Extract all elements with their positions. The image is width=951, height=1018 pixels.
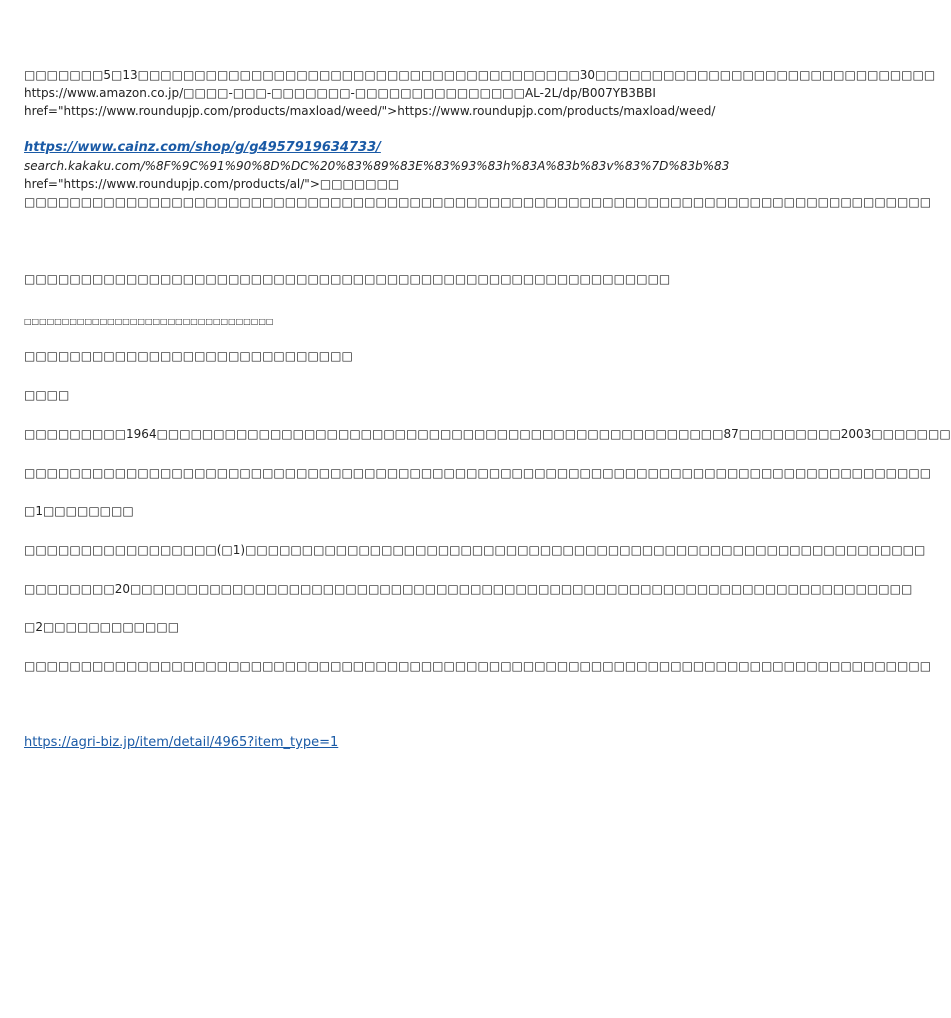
paragraph-line-8: □□□□□□□□20□□□□□□□□□□□□□□□□□□□□□□□□□□□□□□□□□□□□□□□□□□□□□□□□□□□□□□□□□□□□□□□□□□□□□ — [24, 582, 913, 596]
amazon-url-text: https://www.amazon.co.jp/□□□□-□□□-□□□□□□□-□□□□□□□□□□□□□□□AL-2L/dp/B007YB3BBI — [24, 86, 656, 100]
small-note-line: □□□□□□□□□□□□□□□□□□□□□□□□□□□□□□□□□ — [24, 317, 274, 326]
subheading-2: □2□□□□□□□□□□□□ — [24, 620, 180, 634]
roundup-al-href: href="https://www.roundupjp.com/products/al/">□□□□□□□ — [24, 177, 400, 191]
paragraph-line-1: □□□□□□□5□13□□□□□□□□□□□□□□□□□□□□□□□□□□□□□□□□□□□□□□□30□□□□□□□□□□□□□□□□□□□□□□□□□□□□□□ — [24, 68, 936, 82]
section-heading: □□□□ — [24, 388, 70, 402]
paragraph-line-4: □□□□□□□□□□□□□□□□□□□□□□□□□□□□□ — [24, 349, 353, 363]
paragraph-line-7: □□□□□□□□□□□□□□□□□(□1)□□□□□□□□□□□□□□□□□□□□□□□□□□□□□□□□□□□□□□□□□□□□□□□□□□□□□□□□□□□□ — [24, 543, 926, 557]
agri-biz-link[interactable]: https://agri-biz.jp/item/detail/4965?item_type=1 — [24, 735, 339, 750]
paragraph-line-3: □□□□□□□□□□□□□□□□□□□□□□□□□□□□□□□□□□□□□□□□□□□□□□□□□□□□□□□□□ — [24, 272, 671, 286]
paragraph-line-6: □□□□□□□□□□□□□□□□□□□□□□□□□□□□□□□□□□□□□□□□□□□□□□□□□□□□□□□□□□□□□□□□□□□□□□□□□□□□□□□□ — [24, 466, 932, 480]
paragraph-line-2: □□□□□□□□□□□□□□□□□□□□□□□□□□□□□□□□□□□□□□□□□□□□□□□□□□□□□□□□□□□□□□□□□□□□□□□□□□□□□□□□ — [24, 195, 932, 209]
roundup-maxload-href: href="https://www.roundupjp.com/products/maxload/weed/">https://www.roundupjp.com/products/maxload/weed/ — [24, 104, 716, 118]
kakaku-search-url: search.kakaku.com/%8F%9C%91%90%8D%DC%20%83%89%83E%83%93%83h%83A%83b%83v%83%7D%83b%83 — [24, 159, 730, 173]
paragraph-line-5: □□□□□□□□□1964□□□□□□□□□□□□□□□□□□□□□□□□□□□□□□□□□□□□□□□□□□□□□□□□□□87□□□□□□□□□2003□□□□□□□ — [24, 427, 951, 441]
subheading-1: □1□□□□□□□□ — [24, 504, 134, 518]
paragraph-line-9: □□□□□□□□□□□□□□□□□□□□□□□□□□□□□□□□□□□□□□□□□□□□□□□□□□□□□□□□□□□□□□□□□□□□□□□□□□□□□□□□ — [24, 659, 932, 673]
cainz-link[interactable]: https://www.cainz.com/shop/g/g4957919634733/ — [24, 140, 381, 155]
